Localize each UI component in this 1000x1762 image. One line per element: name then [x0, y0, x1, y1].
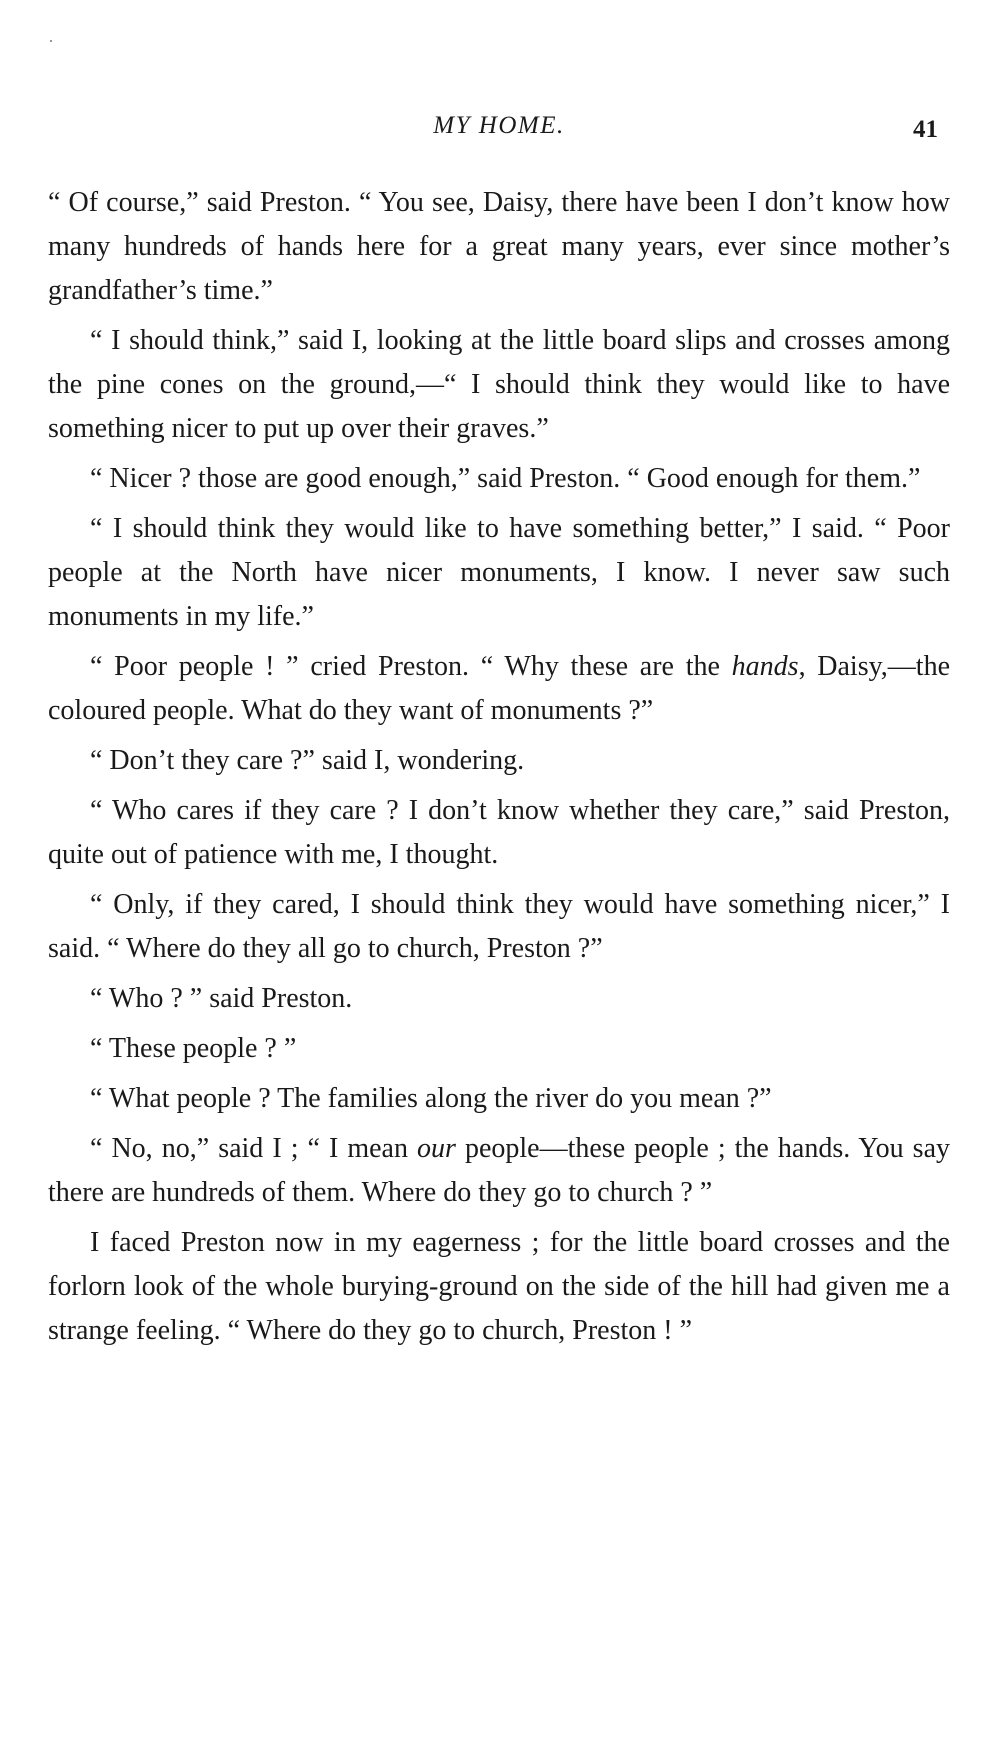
- text-run: “ No, no,” said I ; “ I mean: [90, 1133, 418, 1164]
- page-number: 41: [913, 116, 938, 143]
- text-run: “ Poor people ! ” cried Preston. “ Why these are the: [90, 651, 732, 682]
- emphasis: hands: [731, 651, 799, 682]
- text-run: people—these people ; the hands. You say there are hundreds of them. Where do they go to church ? ”: [48, 1133, 950, 1208]
- paragraph: [48, 1127, 950, 1215]
- paragraph: “ I should think they would like to have something better,” I said. “ Poor people at the North have nicer monuments, I know. I never saw such monuments in my life.”: [48, 513, 950, 632]
- text-run: , Daisy,—the coloured people. What do they want of monuments ?”: [48, 651, 951, 726]
- print-speck: [50, 40, 52, 42]
- paragraph: “ Only, if they cared, I should think they would have something nicer,” I said. “ Where do they all go to church, Preston ?”: [48, 889, 950, 964]
- paragraph: “ Who cares if they care ? I don’t know whether they care,” said Preston, quite out of patience with me, I thought.: [48, 795, 950, 870]
- paragraph: [48, 645, 950, 733]
- paragraph: “ What people ? The families along the river do you mean ?”: [90, 1083, 772, 1114]
- running-title: MY HOME.: [433, 112, 565, 139]
- paragraph: “ Who ? ” said Preston.: [90, 983, 353, 1014]
- paragraph: I faced Preston now in my eagerness ; for the little board crosses and the forlorn look of the whole burying-ground on the side of the hill had given me a strange feeling. “ Where do they go to church, Preston ! ”: [48, 1227, 950, 1346]
- paragraph: “ I should think,” said I, looking at the little board slips and crosses among the pine cones on the ground,—“ I should think they would like to have something nicer to put up over their graves.”: [48, 325, 950, 444]
- emphasis: our: [417, 1133, 456, 1164]
- paragraph: “ Don’t they care ?” said I, wondering.: [90, 745, 525, 776]
- running-head: [48, 112, 950, 152]
- body-text: [48, 181, 950, 1359]
- paragraph: “ Of course,” said Preston. “ You see, Daisy, there have been I don’t know how many hundreds of hands here for a great many years, ever since mother’s grandfather’s time.”: [48, 187, 950, 306]
- paragraph: “ Nicer ? those are good enough,” said Preston. “ Good enough for them.”: [90, 463, 921, 494]
- paragraph: “ These people ? ”: [90, 1033, 297, 1064]
